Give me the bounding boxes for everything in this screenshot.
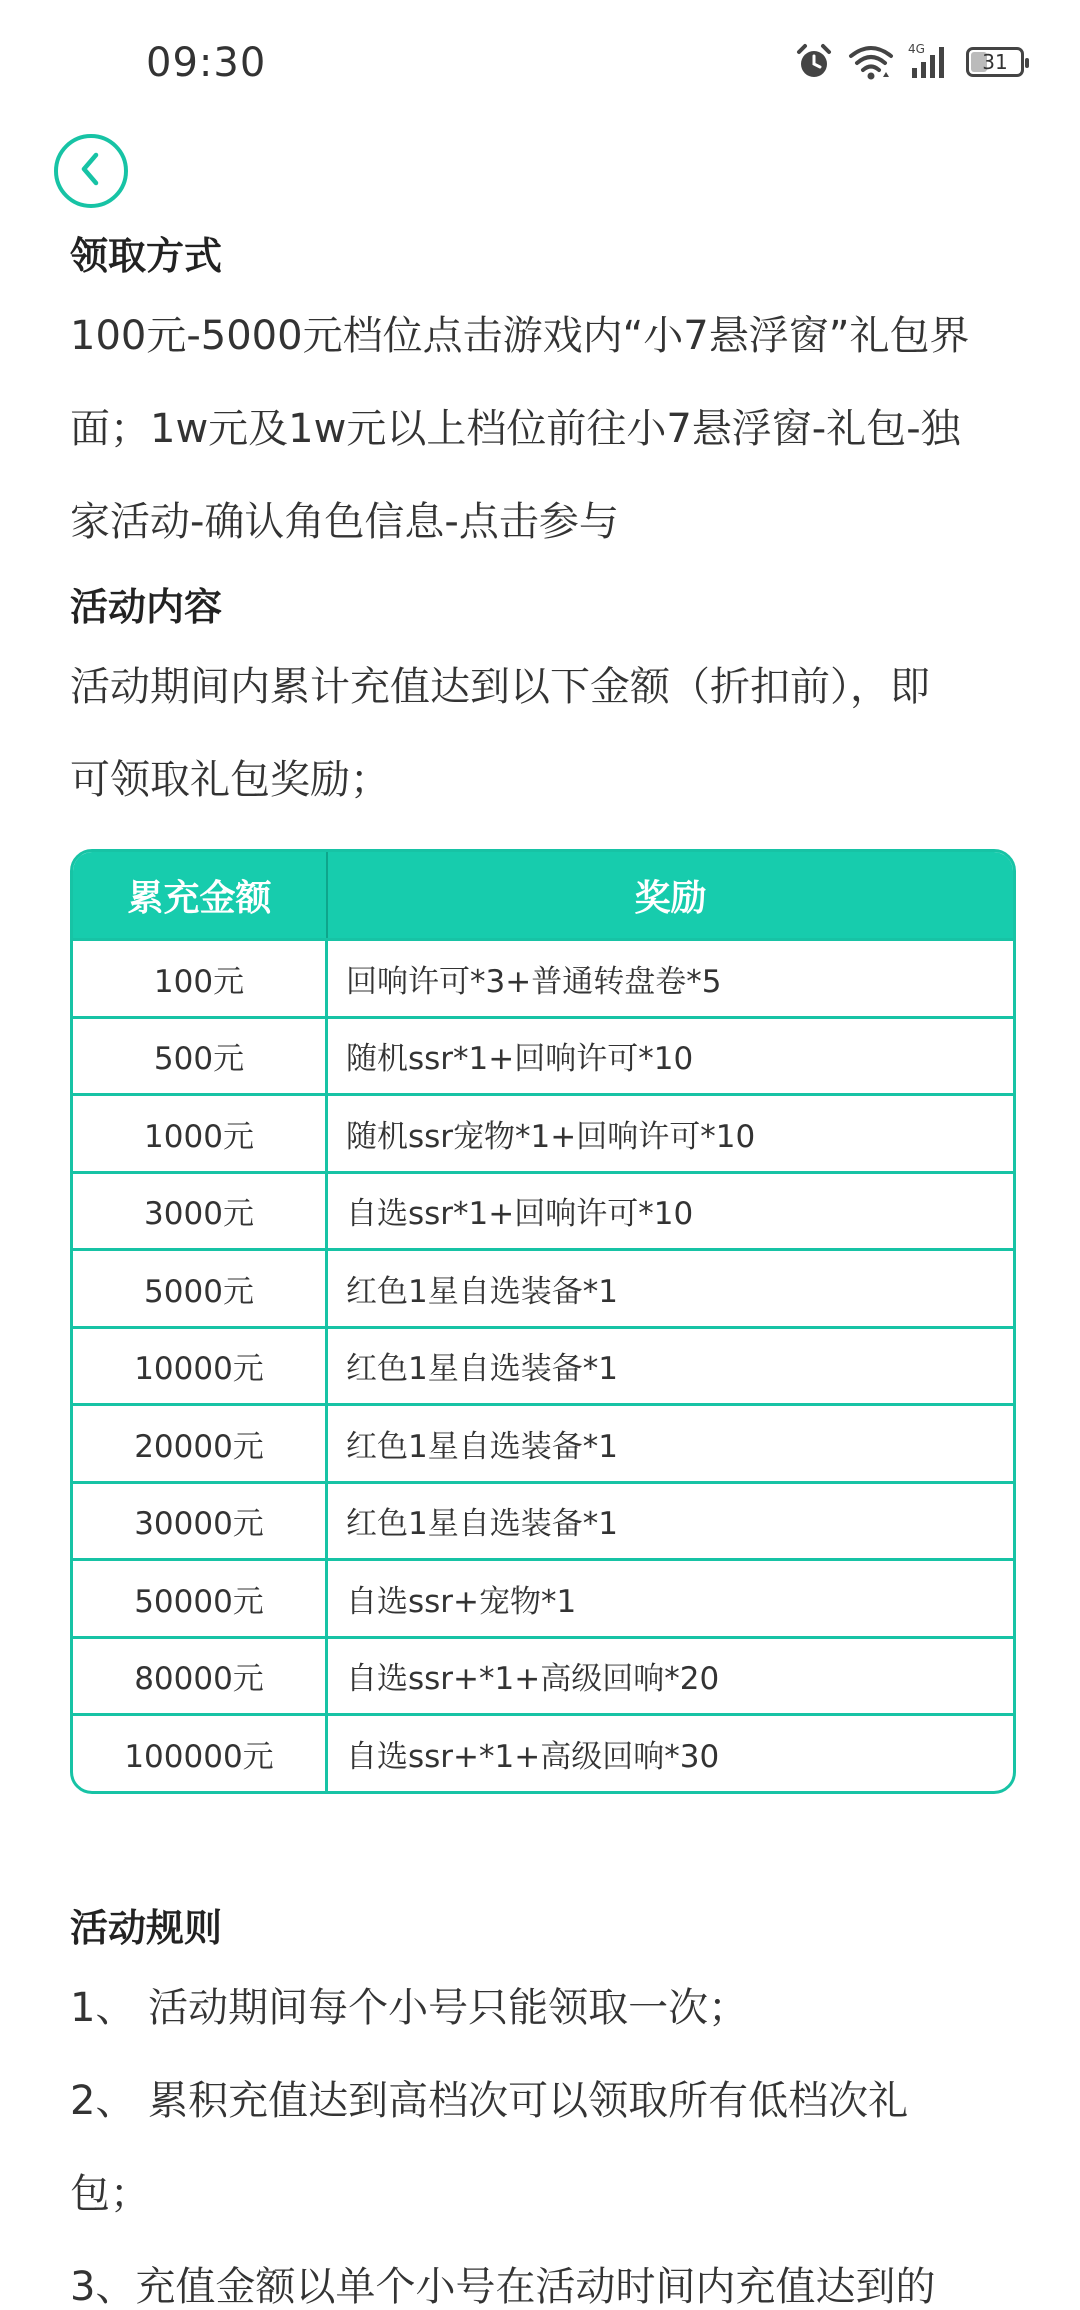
cell-reward: 红色1星自选装备*1 [346, 1506, 618, 1543]
cell-amount: 1000元 [73, 1096, 328, 1171]
cell-reward: 红色1星自选装备*1 [346, 1428, 618, 1465]
battery-level: 31 [982, 50, 1008, 74]
cell-amount: 10000元 [73, 1329, 328, 1404]
table-row [73, 1016, 1013, 1094]
status-icons [794, 40, 1024, 84]
claim-method-title: 领取方式 [70, 234, 223, 278]
table-row [73, 1093, 1013, 1171]
cell-amount: 30000元 [73, 1484, 328, 1559]
cell-amount: 500元 [73, 1019, 328, 1094]
rule-line: 3、充值金额以单个小号在活动时间内充值达到的 [70, 2263, 936, 2310]
cell-reward: 随机ssr*1+回响许可*10 [346, 1041, 694, 1078]
table-row [73, 1171, 1013, 1249]
table-row [73, 1403, 1013, 1481]
cell-amount: 80000元 [73, 1639, 328, 1714]
cell-amount: 5000元 [73, 1251, 328, 1326]
activity-content-title: 活动内容 [70, 585, 223, 629]
content [70, 222, 1020, 2310]
table-row [73, 1481, 1013, 1559]
cell-amount: 20000元 [73, 1406, 328, 1481]
cell-amount: 50000元 [73, 1561, 328, 1636]
wifi-icon [848, 42, 894, 82]
table-header [73, 852, 1013, 938]
table-row [73, 1248, 1013, 1326]
cell-amount: 100元 [73, 941, 328, 1016]
battery-icon [966, 47, 1024, 77]
header-amount: 累充金额 [73, 852, 328, 938]
chevron-left-icon [74, 149, 108, 193]
table-row [73, 938, 1013, 1016]
cell-amount: 3000元 [73, 1174, 328, 1249]
cellular-signal-icon [908, 42, 952, 82]
cell-reward: 自选ssr+*1+高级回响*30 [346, 1738, 720, 1775]
cell-amount: 100000元 [73, 1716, 328, 1791]
rule-line: 2、 累积充值达到高档次可以领取所有低档次礼 [70, 2077, 909, 2124]
cell-reward: 回响许可*3+普通转盘卷*5 [346, 963, 722, 1000]
back-button[interactable] [54, 134, 128, 208]
cell-reward: 自选ssr+*1+高级回响*20 [346, 1661, 720, 1698]
rule-line: 包； [70, 2170, 150, 2217]
claim-method-line: 家活动-确认角色信息-点击参与 [70, 499, 619, 545]
alarm-icon [794, 42, 834, 82]
table-row [73, 1326, 1013, 1404]
battery [966, 47, 1024, 77]
rule-line: 1、 活动期间每个小号只能领取一次； [70, 1984, 749, 2031]
network-label: 4G [908, 42, 925, 56]
claim-method-line: 面；1w元及1w元以上档位前往小7悬浮窗-礼包-独 [70, 406, 961, 452]
cell-reward: 随机ssr宠物*1+回响许可*10 [346, 1118, 756, 1155]
header-reward: 奖励 [634, 877, 707, 919]
activity-content-line: 活动期间内累计充值达到以下金额（折扣前），即 [70, 664, 930, 710]
activity-rules-title: 活动规则 [70, 1905, 223, 1950]
reward-table [70, 849, 1016, 1794]
table-row [73, 1636, 1013, 1714]
status-bar [0, 0, 1080, 125]
activity-content-line: 可领取礼包奖励； [70, 757, 390, 803]
cell-reward: 自选ssr*1+回响许可*10 [346, 1196, 694, 1233]
table-row [73, 1558, 1013, 1636]
cell-reward: 红色1星自选装备*1 [346, 1351, 618, 1388]
cell-reward: 自选ssr+宠物*1 [346, 1583, 577, 1620]
status-time: 09:30 [146, 40, 267, 86]
table-row [73, 1713, 1013, 1791]
claim-method-line: 100元-5000元档位点击游戏内“小7悬浮窗”礼包界 [70, 313, 970, 359]
cell-reward: 红色1星自选装备*1 [346, 1273, 618, 1310]
